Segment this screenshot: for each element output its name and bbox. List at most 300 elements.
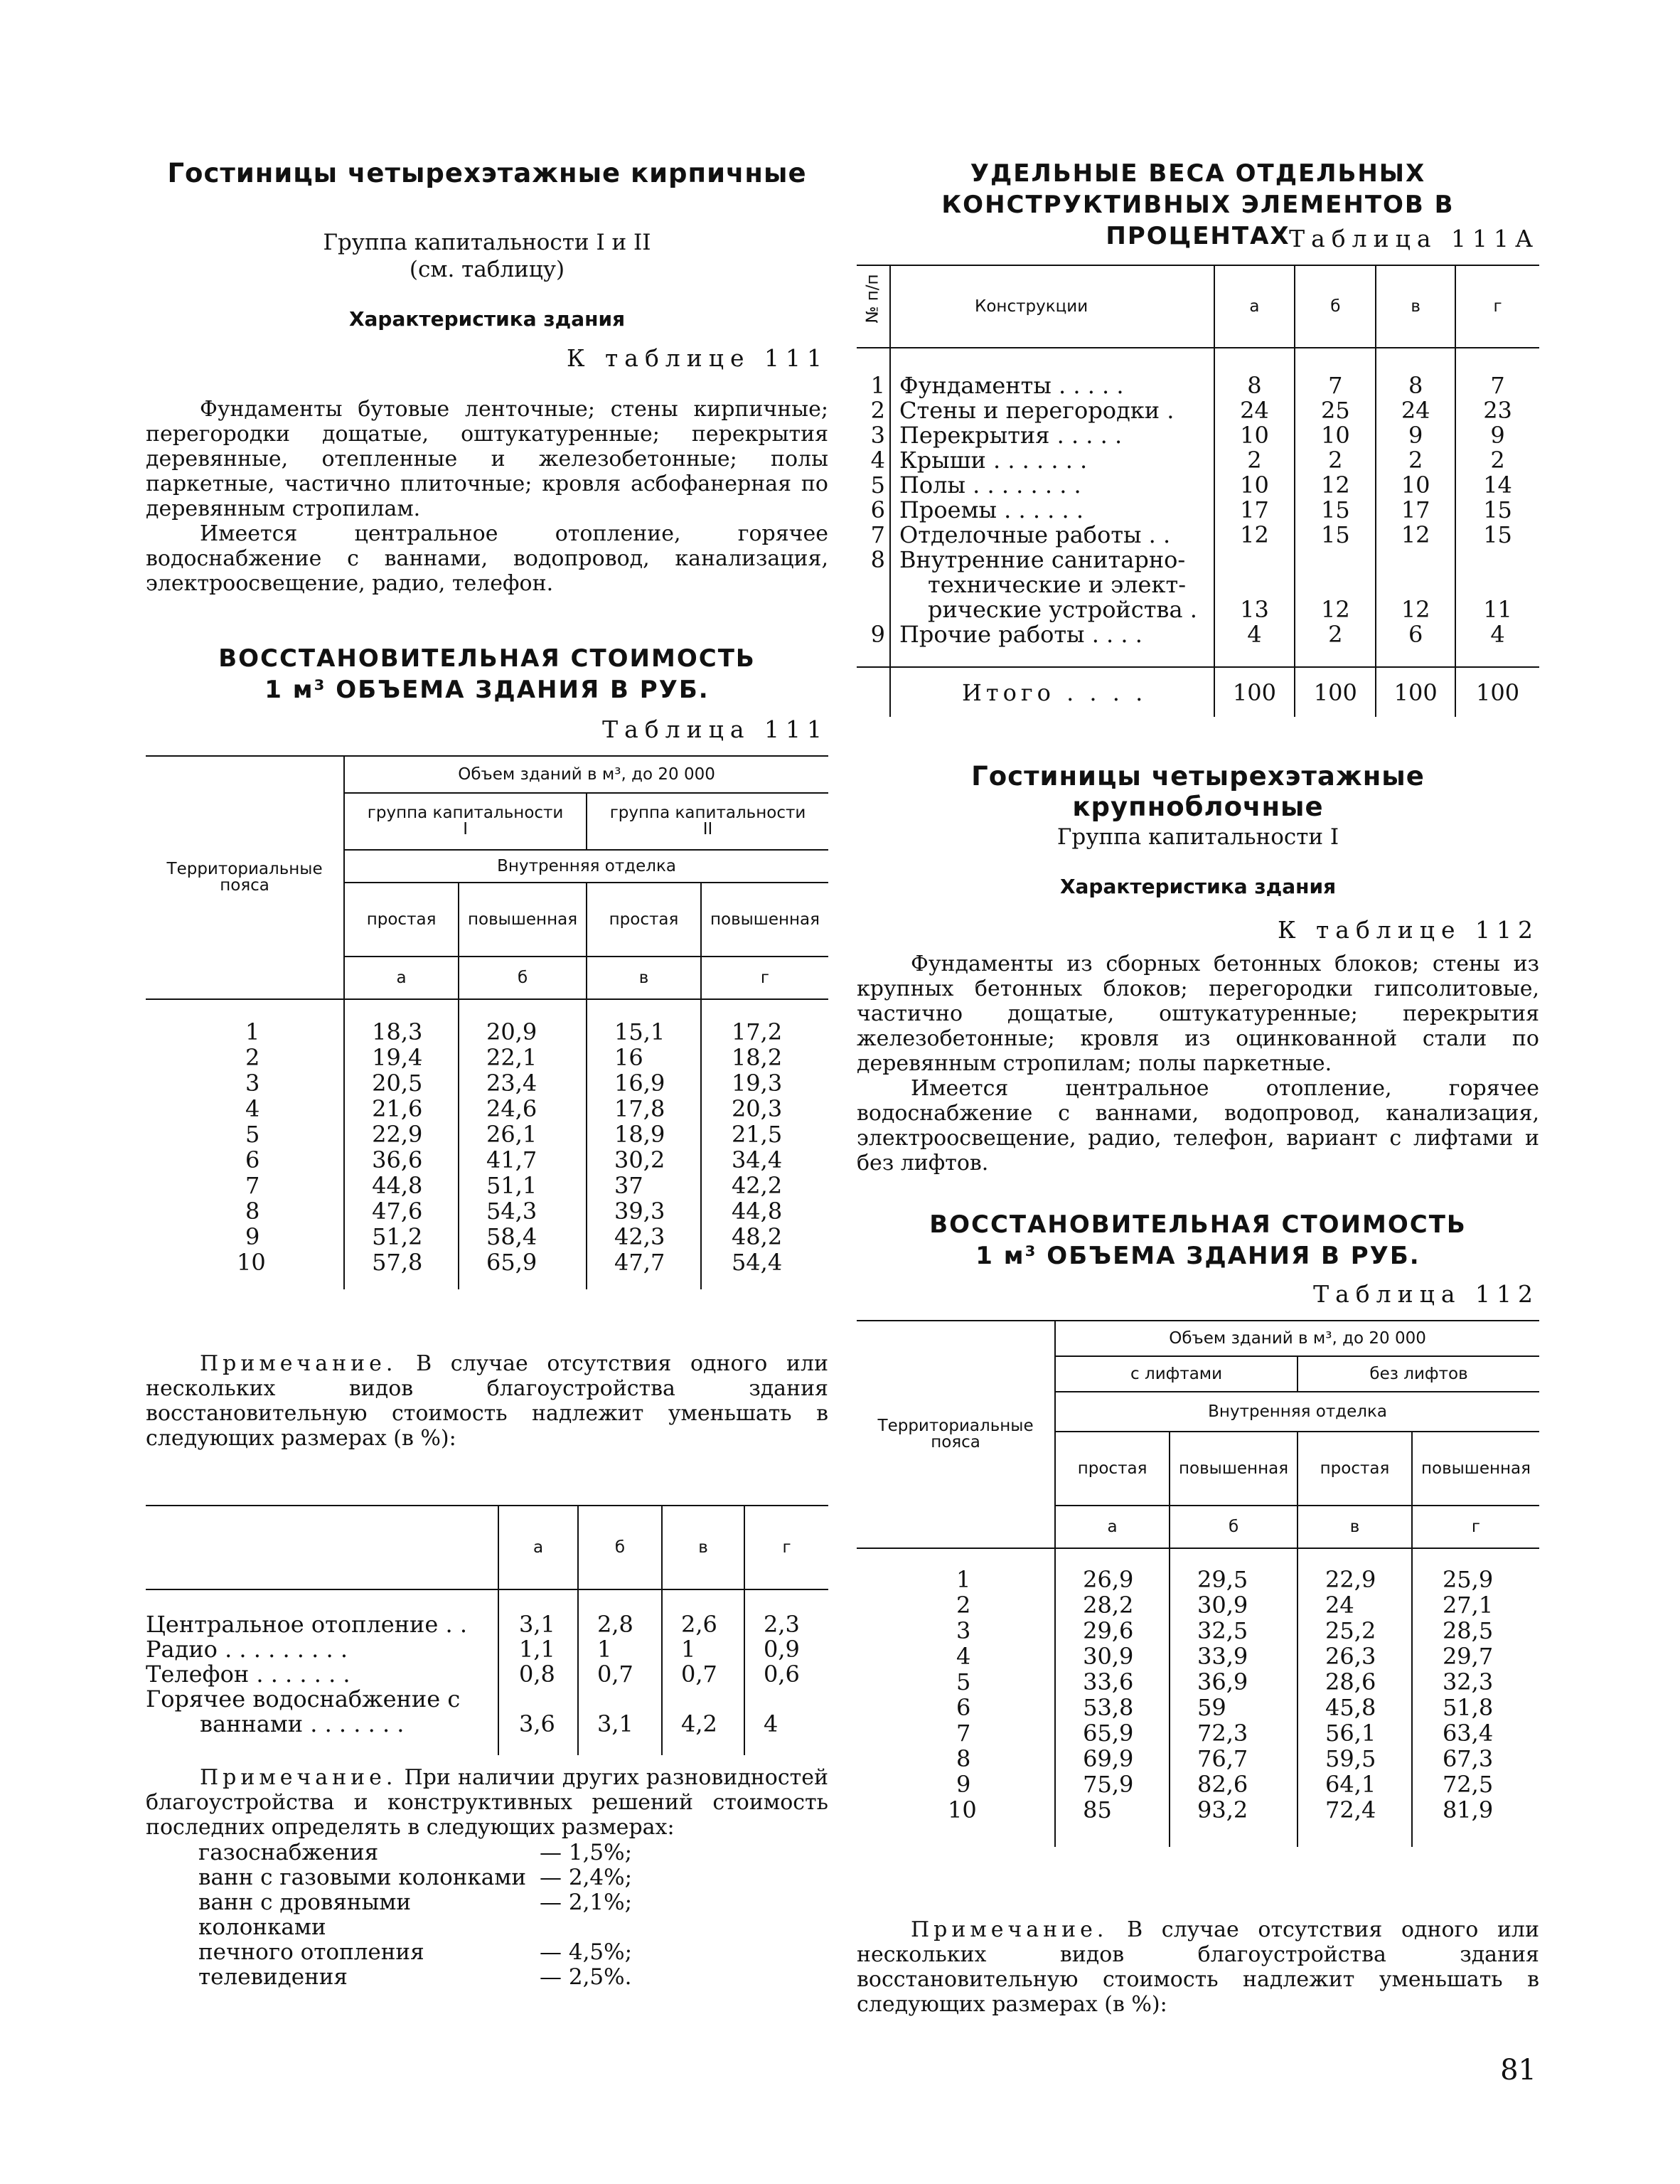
value-b: 23,4 (459, 1070, 587, 1096)
table-row (857, 1644, 1539, 1669)
row-number: 2 (870, 397, 885, 424)
value-g: 72,5 (1412, 1772, 1539, 1797)
col-a: а (498, 1506, 578, 1589)
value-v: 17 (1376, 498, 1455, 523)
table-row (146, 1019, 828, 1045)
weights-heading-line1: УДЕЛЬНЫЕ ВЕСА ОТДЕЛЬНЫХ (970, 159, 1426, 188)
value-v: 2,6 (662, 1612, 744, 1637)
note-2 (146, 1765, 828, 1840)
value-v: 37 (587, 1173, 701, 1198)
value-b: 76,7 (1170, 1746, 1298, 1772)
value-v: 17,8 (587, 1096, 701, 1122)
value-b: 0,7 (578, 1662, 662, 1687)
table-row (857, 373, 1539, 398)
improved-header: повышенная (1170, 1432, 1298, 1506)
value-b: 24,6 (459, 1096, 587, 1122)
zone-number: 8 (245, 1198, 260, 1225)
value-b: 15 (1295, 498, 1376, 523)
table-row (857, 1618, 1539, 1644)
table-row (857, 1592, 1539, 1618)
row-number: 5 (870, 472, 885, 499)
col-b: б (1170, 1506, 1298, 1548)
value-a: 0,8 (498, 1662, 578, 1687)
value-b: 65,9 (459, 1250, 587, 1275)
value-b: 22,1 (459, 1045, 587, 1070)
value-g: 44,8 (701, 1198, 828, 1224)
reduction-label: Радио . . . . . . . . . (146, 1636, 348, 1663)
col-a: а (344, 957, 459, 999)
table-row (857, 1669, 1539, 1695)
capital-group: Группа капитальности I и II (323, 230, 651, 255)
table-row (146, 1612, 828, 1637)
value-b: 36,9 (1170, 1669, 1298, 1695)
value-v: 18,9 (587, 1122, 701, 1147)
note-1 (146, 1351, 828, 1451)
value-a: 18,3 (344, 1019, 459, 1045)
value-v: 0,7 (662, 1662, 744, 1687)
total-row (857, 667, 1539, 717)
total-a: 100 (1214, 667, 1295, 717)
value-a: 85 (1055, 1797, 1170, 1823)
table-row (857, 423, 1539, 448)
value-b: 58,4 (459, 1224, 587, 1250)
value-g: 17,2 (701, 1019, 828, 1045)
extra-value: — 2,5%. (540, 1964, 632, 1990)
value-b: 2 (1295, 622, 1376, 647)
value-b: 20,9 (459, 1019, 587, 1045)
zone-number: 3 (956, 1617, 971, 1644)
note-text: В случае отсутствия одного или нескольких видов благоустройства здания восстановительную стоимость надлежит уменьшать в следующих размерах (в %): (146, 1351, 828, 1451)
zone-number: 6 (245, 1146, 260, 1173)
value-v: 4,2 (662, 1687, 744, 1737)
value-a: 2 (1214, 448, 1295, 473)
col-v: в (1376, 265, 1455, 348)
col-b: б (1295, 265, 1376, 348)
value-g: 27,1 (1412, 1592, 1539, 1618)
value-b: 59 (1170, 1695, 1298, 1720)
extras-list (198, 1841, 767, 1990)
col-a: а (1214, 265, 1295, 348)
value-a: 51,2 (344, 1224, 459, 1250)
reduction-label: Телефон . . . . . . . (146, 1661, 351, 1688)
value-g: 18,2 (701, 1045, 828, 1070)
value-b: 15 (1295, 523, 1376, 548)
note (857, 1917, 1539, 2017)
description-paragraph: Фундаменты бутовые ленточные; стены кирпичные; перегородки дощатые, оштукатуренные; перекрытия деревянные, отепленные и железобетонные; полы паркетные, частично плиточные; кровля асбофанерная по деревянным стропилам. (146, 397, 828, 521)
col-b: б (578, 1506, 662, 1589)
zone-number: 4 (956, 1643, 971, 1670)
value-a: 57,8 (344, 1250, 459, 1275)
table-row (146, 1173, 828, 1198)
reduction-label (146, 1687, 498, 1737)
zone-number: 10 (948, 1796, 977, 1823)
value-a: 69,9 (1055, 1746, 1170, 1772)
value-a: 30,9 (1055, 1644, 1170, 1669)
value-v: 10 (1376, 473, 1455, 498)
value-b: 54,3 (459, 1198, 587, 1224)
value-b: 72,3 (1170, 1720, 1298, 1746)
value-b: 29,5 (1170, 1567, 1298, 1592)
value-g: 54,4 (701, 1250, 828, 1275)
value-b: 82,6 (1170, 1772, 1298, 1797)
table-row (146, 1045, 828, 1070)
value-v: 24 (1298, 1592, 1412, 1618)
value-a: 28,2 (1055, 1592, 1170, 1618)
with-elevators-header: с лифтами (1055, 1356, 1298, 1392)
construction-name: Полы . . . . . . . . (890, 473, 1214, 498)
value-g: 0,9 (744, 1637, 828, 1662)
zone-number: 5 (245, 1121, 260, 1148)
characteristic-heading: Характеристика здания (1059, 875, 1337, 898)
value-b: 12 (1295, 473, 1376, 498)
reduction-table (146, 1505, 828, 1755)
value-g: 63,4 (1412, 1720, 1539, 1746)
value-b: 7 (1295, 373, 1376, 398)
value-v: 12 (1376, 523, 1455, 548)
value-b: 25 (1295, 398, 1376, 423)
table-row (857, 448, 1539, 473)
construction-name: Крыши . . . . . . . (890, 448, 1214, 473)
col-a: а (1055, 1506, 1170, 1548)
extra-name: ванн с газовыми колонками (198, 1865, 527, 1890)
zone-number: 2 (956, 1592, 971, 1619)
value-a: 10 (1214, 473, 1295, 498)
value-a: 17 (1214, 498, 1295, 523)
col-g: г (1455, 265, 1539, 348)
value-b: 30,9 (1170, 1592, 1298, 1618)
value-v: 47,7 (587, 1250, 701, 1275)
extra-name: газоснабжения (198, 1840, 379, 1865)
table-111a (857, 265, 1539, 717)
value-g: 67,3 (1412, 1746, 1539, 1772)
value-v: 24 (1376, 398, 1455, 423)
table-row (146, 1096, 828, 1122)
note-label: Примечание. (200, 1351, 397, 1376)
value-g: 81,9 (1412, 1797, 1539, 1823)
value-b: 41,7 (459, 1147, 587, 1173)
value-v: 39,3 (587, 1198, 701, 1224)
value-v: 42,3 (587, 1224, 701, 1250)
table-row (146, 1224, 828, 1250)
value-v: 59,5 (1298, 1746, 1412, 1772)
value-a: 65,9 (1055, 1720, 1170, 1746)
volume-header: Объем зданий в м³, до 20 000 (1055, 1321, 1539, 1356)
weights-heading-line2: КОНСТРУКТИВНЫХ ЭЛЕМЕНТОВ В ПРОЦЕНТАХ (941, 191, 1455, 250)
construction-name: Прочие работы . . . . (890, 622, 1214, 647)
table-reference: К таблице 112 (1277, 916, 1539, 944)
value-v: 64,1 (1298, 1772, 1412, 1797)
table-row (146, 1070, 828, 1096)
finish-header: Внутренняя отделка (344, 850, 828, 883)
zone-number: 3 (245, 1070, 260, 1097)
extra-name: ванн с дровяными колонками (198, 1890, 412, 1940)
table-row (857, 1720, 1539, 1746)
extra-value: — 2,1%; (540, 1890, 633, 1915)
value-g: 4 (1455, 622, 1539, 647)
table-row (146, 1687, 828, 1737)
value-a: 8 (1214, 373, 1295, 398)
table-row (146, 1662, 828, 1687)
value-v: 2 (1376, 448, 1455, 473)
value-a: 10 (1214, 423, 1295, 448)
value-v: 16,9 (587, 1070, 701, 1096)
value-g: 29,7 (1412, 1644, 1539, 1669)
value-v: 6 (1376, 622, 1455, 647)
zone-header: Территориальные пояса (857, 1321, 1055, 1548)
value-a: 47,6 (344, 1198, 459, 1224)
value-v: 56,1 (1298, 1720, 1412, 1746)
value-v: 22,9 (1298, 1567, 1412, 1592)
value-v: 1 (662, 1637, 744, 1662)
construction-header: Конструкции (890, 265, 1214, 348)
zone-header: Территориальные пояса (146, 756, 344, 999)
building-description (857, 952, 1539, 1176)
value-a: 3,1 (498, 1612, 578, 1637)
value-a: 26,9 (1055, 1567, 1170, 1592)
page-number: 81 (1500, 2054, 1536, 2087)
table-row (857, 548, 1539, 622)
row-number: 8 (870, 546, 885, 573)
table-row (146, 1122, 828, 1147)
value-g: 9 (1455, 423, 1539, 448)
value-v: 15,1 (587, 1019, 701, 1045)
total-g: 100 (1455, 667, 1539, 717)
row-number: 7 (870, 521, 885, 548)
value-a: 1,1 (498, 1637, 578, 1662)
col-g: г (701, 957, 828, 999)
value-g: 48,2 (701, 1224, 828, 1250)
zone-number: 4 (245, 1095, 260, 1122)
value-a: 4 (1214, 622, 1295, 647)
row-number: 1 (870, 372, 885, 399)
list-item (198, 1965, 767, 1990)
table-row (857, 622, 1539, 647)
value-b: 26,1 (459, 1122, 587, 1147)
simple-header: простая (1298, 1432, 1412, 1506)
note-text: При наличии других разновидностей благоустройства и конструктивных решений стоимость последних определять в следующих размерах: (146, 1765, 828, 1840)
reduction-label-line1: Горячее водоснабжение с (146, 1685, 461, 1712)
value-g: 2,3 (744, 1612, 828, 1637)
construction-name: Фундаменты . . . . . (890, 373, 1214, 398)
table-row (857, 398, 1539, 423)
volume-header: Объем зданий в м³, до 20 000 (344, 756, 828, 793)
capital-group-1: группа капитальности I (344, 793, 587, 850)
table-row (146, 1147, 828, 1173)
value-a: 33,6 (1055, 1669, 1170, 1695)
extra-value: — 4,5%; (540, 1939, 633, 1965)
zone-number: 7 (956, 1720, 971, 1747)
simple-header: простая (1055, 1432, 1170, 1506)
value-g: 0,6 (744, 1662, 828, 1687)
value-v: 30,2 (587, 1147, 701, 1173)
value-v: 25,2 (1298, 1618, 1412, 1644)
value-a: 13 (1214, 548, 1295, 622)
table-row (146, 1250, 828, 1275)
value-g: 20,3 (701, 1096, 828, 1122)
value-a: 24 (1214, 398, 1295, 423)
capital-group-2: группа капитальности II (587, 793, 828, 850)
table-row (857, 473, 1539, 498)
value-a: 12 (1214, 523, 1295, 548)
zone-number: 1 (245, 1018, 260, 1045)
reduction-label: Центральное отопление . . (146, 1611, 467, 1638)
extra-name: печного отопления (198, 1939, 424, 1965)
row-number-header-text: № п/п (863, 273, 882, 323)
value-b: 3,1 (578, 1687, 662, 1737)
value-a: 22,9 (344, 1122, 459, 1147)
zone-number: 6 (956, 1694, 971, 1721)
value-v: 45,8 (1298, 1695, 1412, 1720)
section-title: Гостиницы четырехэтажные кирпичные (167, 158, 807, 188)
value-b: 2,8 (578, 1612, 662, 1637)
value-b: 33,9 (1170, 1644, 1298, 1669)
value-v: 12 (1376, 548, 1455, 622)
zone-number: 9 (245, 1223, 260, 1250)
table-label: Таблица 112 (1313, 1280, 1539, 1308)
col-g: г (744, 1506, 828, 1589)
construction-name: Отделочные работы . . (890, 523, 1214, 548)
value-a: 44,8 (344, 1173, 459, 1198)
utilities-paragraph: Имеется центральное отопление, горячее водоснабжение с ваннами, водопровод, канализация, электроосвещение, радио, телефон. (146, 521, 828, 596)
table-row (857, 1695, 1539, 1720)
value-a: 29,6 (1055, 1618, 1170, 1644)
simple-header: простая (587, 883, 701, 957)
row-number: 4 (870, 447, 885, 474)
value-g: 11 (1455, 548, 1539, 622)
value-g: 2 (1455, 448, 1539, 473)
extra-name: телевидения (198, 1964, 348, 1990)
value-a: 75,9 (1055, 1772, 1170, 1797)
extra-value: — 2,4%; (540, 1865, 633, 1890)
value-b: 12 (1295, 548, 1376, 622)
value-b: 32,5 (1170, 1618, 1298, 1644)
capital-group: Группа капитальности I (1056, 824, 1339, 850)
value-a: 53,8 (1055, 1695, 1170, 1720)
table-label: Таблица 111 (602, 715, 828, 743)
section-title: Гостиницы четырехэтажные крупноблочные (971, 761, 1425, 822)
building-description (146, 397, 828, 596)
table-row (857, 1567, 1539, 1592)
value-g: 25,9 (1412, 1567, 1539, 1592)
finish-header: Внутренняя отделка (1055, 1392, 1539, 1432)
value-v: 16 (587, 1045, 701, 1070)
value-g: 14 (1455, 473, 1539, 498)
note-label: Примечание. (911, 1917, 1108, 1942)
table-row (857, 498, 1539, 523)
note-text: В случае отсутствия одного или нескольких видов благоустройства здания восстановительную стоимость надлежит уменьшать в следующих размерах (в %): (857, 1917, 1539, 2017)
construction-name: Проемы . . . . . . (890, 498, 1214, 523)
list-item (198, 1940, 767, 1965)
table-row (857, 1746, 1539, 1772)
row-number: 6 (870, 496, 885, 523)
value-a: 19,4 (344, 1045, 459, 1070)
characteristic-heading: Характеристика здания (348, 307, 626, 331)
improved-header: повышенная (459, 883, 587, 957)
table-label: Таблица 111А (1289, 225, 1539, 252)
col-b: б (459, 957, 587, 999)
value-g: 34,4 (701, 1147, 828, 1173)
value-g: 15 (1455, 498, 1539, 523)
description-paragraph: Фундаменты из сборных бетонных блоков; стены из крупных бетонных блоков; перегородки гипсолитовые, частично дощатые, оштукатуренные; перекрытия железобетонные; кровля из оцинкованной стали по деревянным стропилам; полы паркетные. (857, 952, 1539, 1076)
total-b: 100 (1295, 667, 1376, 717)
value-g: 4 (744, 1687, 828, 1737)
capital-group-note: (см. таблицу) (409, 257, 565, 282)
col-v: в (662, 1506, 744, 1589)
cost-heading-line1: ВОССТАНОВИТЕЛЬНАЯ СТОИМОСТЬ (929, 1210, 1467, 1239)
value-g: 21,5 (701, 1122, 828, 1147)
value-b: 51,1 (459, 1173, 587, 1198)
improved-header: повышенная (1412, 1432, 1539, 1506)
note-label: Примечание. (200, 1765, 397, 1790)
cost-heading-line2: 1 м³ ОБЪЕМА ЗДАНИЯ В РУБ. (264, 676, 710, 704)
zone-number: 5 (956, 1668, 971, 1695)
value-b: 93,2 (1170, 1797, 1298, 1823)
zone-number: 9 (956, 1771, 971, 1798)
value-b: 1 (578, 1637, 662, 1662)
table-reference: К таблице 111 (566, 344, 828, 372)
zone-number: 10 (237, 1249, 266, 1276)
without-elevators-header: без лифтов (1298, 1356, 1539, 1392)
total-v: 100 (1376, 667, 1455, 717)
col-v: в (587, 957, 701, 999)
value-a: 3,6 (498, 1687, 578, 1737)
row-number-header (857, 265, 890, 348)
table-row (146, 1637, 828, 1662)
value-b: 10 (1295, 423, 1376, 448)
cost-heading-line2: 1 м³ ОБЪЕМА ЗДАНИЯ В РУБ. (975, 1242, 1420, 1270)
table-row (857, 1772, 1539, 1797)
value-a: 20,5 (344, 1070, 459, 1096)
construction-name-line3: рические устройства . (928, 596, 1197, 623)
table-111 (146, 755, 828, 1289)
table-row (857, 523, 1539, 548)
col-g: г (1412, 1506, 1539, 1548)
construction-name-line2: технические и элект- (928, 571, 1186, 598)
value-g: 7 (1455, 373, 1539, 398)
table-112 (857, 1320, 1539, 1847)
total-label: Итого . . . . (890, 667, 1214, 717)
construction-name-line1: Внутренние санитарно- (899, 546, 1186, 573)
col-v: в (1298, 1506, 1412, 1548)
construction-name: Стены и перегородки . (890, 398, 1214, 423)
value-b: 2 (1295, 448, 1376, 473)
construction-name (890, 548, 1214, 622)
value-v: 8 (1376, 373, 1455, 398)
value-v: 28,6 (1298, 1669, 1412, 1695)
zone-number: 7 (245, 1172, 260, 1199)
value-g: 19,3 (701, 1070, 828, 1096)
zone-number: 1 (956, 1566, 971, 1593)
value-g: 42,2 (701, 1173, 828, 1198)
list-item (198, 1841, 767, 1865)
zone-number: 8 (956, 1745, 971, 1772)
simple-header: простая (344, 883, 459, 957)
value-a: 21,6 (344, 1096, 459, 1122)
cost-heading-line1: ВОССТАНОВИТЕЛЬНАЯ СТОИМОСТЬ (218, 644, 756, 673)
table-row (857, 1797, 1539, 1823)
value-g: 32,3 (1412, 1669, 1539, 1695)
utilities-paragraph: Имеется центральное отопление, горячее водоснабжение с ваннами, водопровод, канализация, электроосвещение, радио, телефон, вариант с лифтами и без лифтов. (857, 1076, 1539, 1176)
row-number: 3 (870, 422, 885, 449)
zone-number: 2 (245, 1044, 260, 1071)
improved-header: повышенная (701, 883, 828, 957)
value-v: 9 (1376, 423, 1455, 448)
value-a: 36,6 (344, 1147, 459, 1173)
extra-value: — 1,5%; (540, 1840, 633, 1865)
table-row (146, 1198, 828, 1224)
value-v: 26,3 (1298, 1644, 1412, 1669)
value-g: 51,8 (1412, 1695, 1539, 1720)
